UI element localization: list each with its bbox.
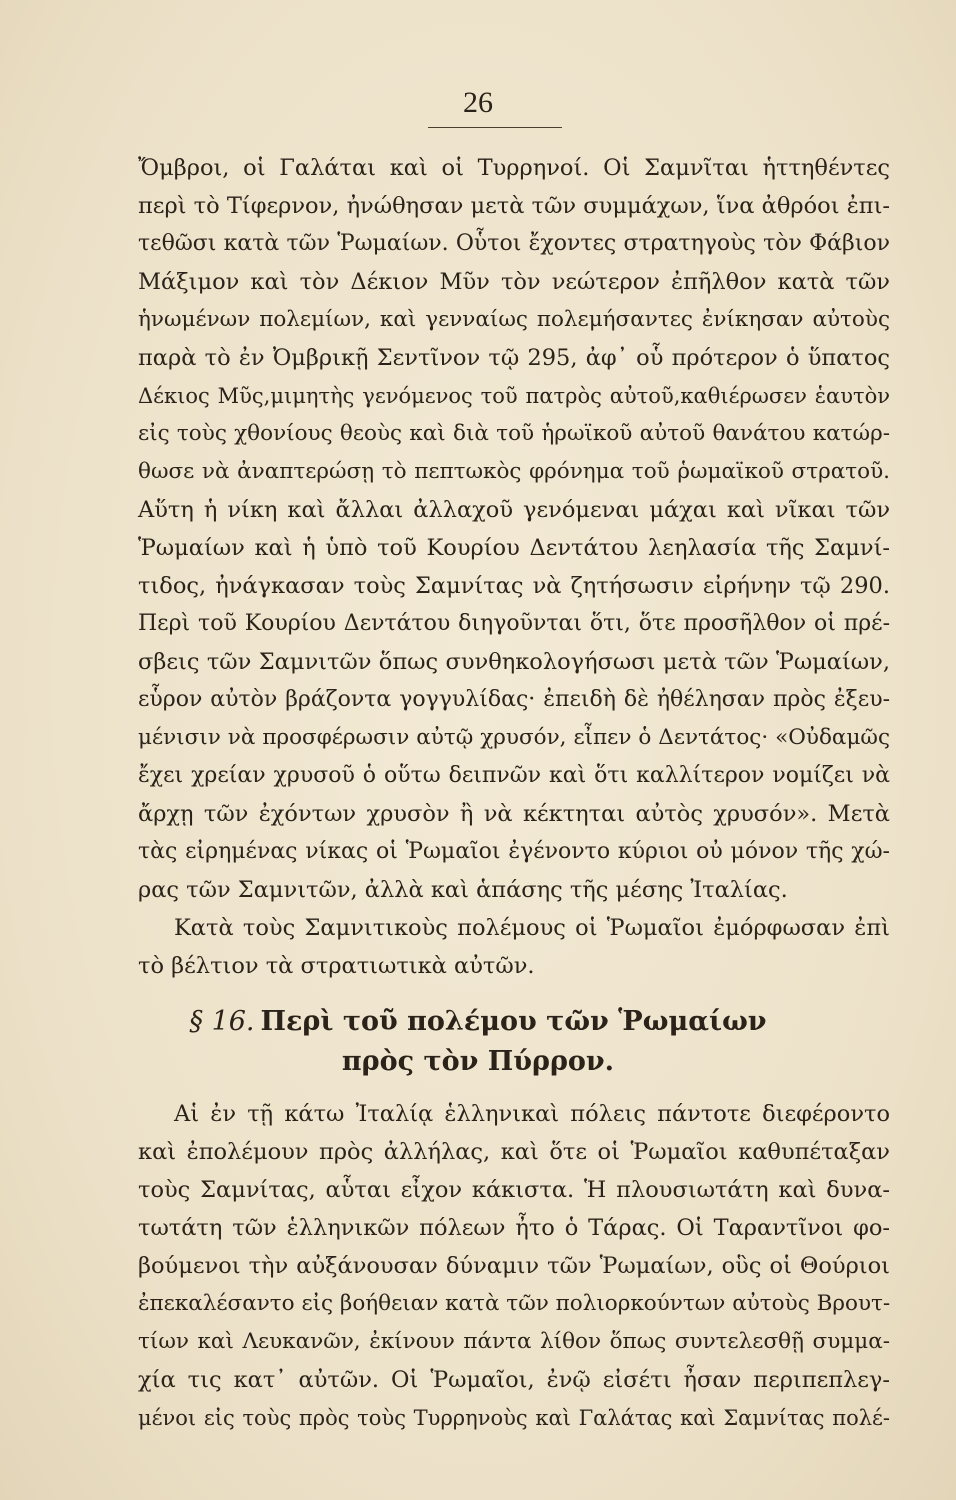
text-line: ἔχει χρείαν χρυσοῦ ὁ οὕτω δειπνῶν καὶ ὅτι καλλίτερον νομίζει νὰ [138, 763, 890, 788]
text-line: σβεις τῶν Σαμνιτῶν ὅπως συνθηκολογήσωσι μετὰ τῶν Ῥωμαίων, [138, 649, 890, 675]
section-title-line1: Περὶ τοῦ πολέμου τῶν Ῥωμαίων [260, 1006, 767, 1037]
text-line: μένοι εἰς τοὺς πρὸς τοὺς Τυρρηνοὺς καὶ Γαλάτας καὶ Σαμνίτας πολέ- [138, 1406, 890, 1430]
text-line: Δέκιος Μῦς,μιμητὴς γενόμενος τοῦ πατρὸς αὐτοῦ,καθιέρωσεν ἑαυτὸν [138, 384, 890, 408]
text-line: ἄρχῃ τῶν ἐχόντων χρυσὸν ἢ νὰ κέκτηται αὐτὸς χρυσόν». Μετὰ [138, 801, 890, 827]
text-line: τωτάτη τῶν ἑλληνικῶν πόλεων ἦτο ὁ Τάρας. Οἱ Ταραντῖνοι φο- [138, 1215, 890, 1241]
text-line: παρὰ τὸ ἐν Ὀμβρικῇ Σεντῖνον τῷ 295, ἀφ᾽ οὗ πρότερον ὁ ὕπατος [138, 345, 890, 371]
text-line: χία τις κατ᾽ αὐτῶν. Οἱ Ῥωμαῖοι, ἐνῷ εἰσέτι ἦσαν περιπεπλεγ- [138, 1367, 890, 1393]
text-line: τὸ βέλτιον τὰ στρατιωτικὰ αὐτῶν. [138, 953, 535, 979]
text-line: εὗρον αὐτὸν βράζοντα γογγυλίδας· ἐπειδὴ δὲ ἠθέλησαν πρὸς ἐξευ- [138, 687, 890, 712]
text-line: μένισιν νὰ προσφέρωσιν αὐτῷ χρυσόν, εἶπεν ὁ Δεντάτος· «Οὐδαμῶς [138, 725, 890, 750]
text-line: Περὶ τοῦ Κουρίου Δεντάτου διηγοῦνται ὅτι, ὅτε προσῆλθον οἱ πρέ- [138, 611, 890, 636]
text-line: τοὺς Σαμνίτας, αὗται εἶχον κάκιστα. Ἡ πλουσιωτάτη καὶ δυνα- [138, 1177, 890, 1203]
text-line: Ὄμβροι, οἱ Γαλάται καὶ οἱ Τυρρηνοί. Οἱ Σαμνῖται ἡττηθέντες [138, 155, 890, 181]
text-line: Αἱ ἐν τῇ κάτω Ἰταλίᾳ ἑλληνικαὶ πόλεις πάντοτε διεφέροντο [174, 1101, 890, 1127]
text-line: περὶ τὸ Τίφερνον, ἠνώθησαν μετὰ τῶν συμμάχων, ἵνα ἀθρόοι ἐπι- [138, 193, 890, 219]
text-line: τιδος, ἠνάγκασαν τοὺς Σαμνίτας νὰ ζητήσωσιν εἰρήνην τῷ 290. [138, 573, 890, 599]
text-line: Μάξιμον καὶ τὸν Δέκιον Μῦν τὸν νεώτερον ἐπῆλθον κατὰ τῶν [138, 269, 890, 295]
section-mark: § 16. [189, 1006, 255, 1037]
header-rule [428, 127, 562, 128]
text-line: εἰς τοὺς χθονίους θεοὺς καὶ διὰ τοῦ ἡρωϊκοῦ αὐτοῦ θανάτου κατώρ- [138, 421, 890, 446]
text-line: καὶ ἐπολέμουν πρὸς ἀλλήλας, καὶ ὅτε οἱ Ῥωμαῖοι καθυπέταξαν [138, 1139, 890, 1165]
text-line: ρας τῶν Σαμνιτῶν, ἀλλὰ καὶ ἁπάσης τῆς μέσης Ἰταλίας. [138, 877, 788, 903]
text-line: τεθῶσι κατὰ τῶν Ῥωμαίων. Οὗτοι ἔχοντες στρατηγοὺς τὸν Φάβιον [138, 231, 890, 256]
text-line: Αὕτη ἡ νίκη καὶ ἄλλαι ἀλλαχοῦ γενόμεναι μάχαι καὶ νῖκαι τῶν [138, 497, 890, 523]
text-line: τίων καὶ Λευκανῶν, ἐκίνουν πάντα λίθον ὅπως συντελεσθῇ συμμα- [138, 1329, 890, 1354]
text-line: θωσε νὰ ἀναπτερώσῃ τὸ πεπτωκὸς φρόνημα τοῦ ῥωμαϊκοῦ στρατοῦ. [138, 459, 890, 484]
text-line: Ῥωμαίων καὶ ἡ ὑπὸ τοῦ Κουρίου Δεντάτου λεηλασία τῆς Σαμνί- [138, 535, 890, 561]
section-heading-line2: πρὸς τὸν Πύρρον. [341, 1046, 615, 1077]
text-line: τὰς εἰρημένας νίκας οἱ Ῥωμαῖοι ἐγένοντο κύριοι οὐ μόνον τῆς χώ- [138, 839, 890, 864]
text-line: ἐπεκαλέσαντο εἰς βοήθειαν κατὰ τῶν πολιορκούντων αὐτοὺς Βρουτ- [138, 1291, 891, 1316]
text-line: βούμενοι τὴν αὐξάνουσαν δύναμιν τῶν Ῥωμαίων, οὓς οἱ Θούριοι [138, 1253, 890, 1279]
page-number: 26 [463, 86, 493, 119]
section-heading [0, 1002, 956, 1042]
text-line: Κατὰ τοὺς Σαμνιτικοὺς πολέμους οἱ Ῥωμαῖοι ἐμόρφωσαν ἐπὶ [174, 915, 890, 941]
text-line: ἡνωμένων πολεμίων, καὶ γενναίως πολεμήσαντες ἐνίκησαν αὐτοὺς [138, 307, 890, 332]
